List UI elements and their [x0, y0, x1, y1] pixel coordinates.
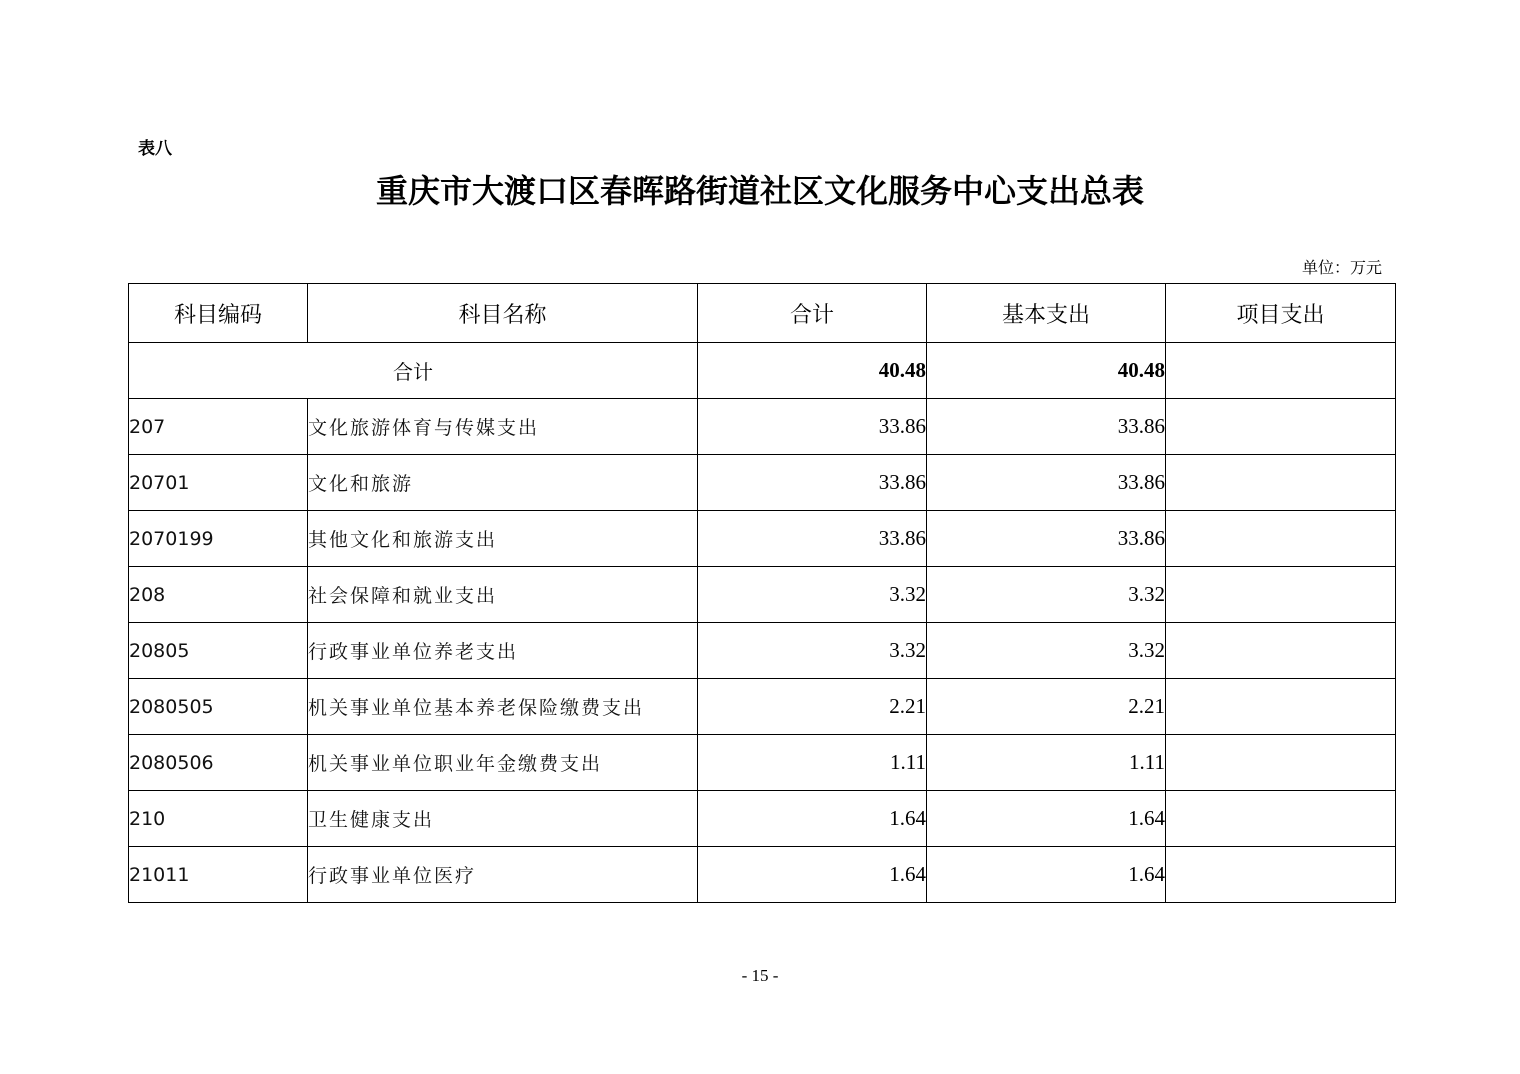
- row-basic: 1.64: [927, 791, 1166, 847]
- row-name: 其他文化和旅游支出: [308, 511, 698, 567]
- header-total: 合计: [698, 284, 927, 343]
- table-row: [129, 623, 1396, 679]
- row-name: 机关事业单位职业年金缴费支出: [308, 735, 698, 791]
- row-code: 207: [129, 399, 308, 455]
- row-code: 2080505: [129, 679, 308, 735]
- total-row-total: 40.48: [698, 343, 927, 399]
- row-basic: 2.21: [927, 679, 1166, 735]
- total-row-label: 合计: [129, 343, 698, 399]
- row-total: 33.86: [698, 455, 927, 511]
- table-row: [129, 791, 1396, 847]
- row-basic: 33.86: [927, 399, 1166, 455]
- row-total: 1.11: [698, 735, 927, 791]
- page-number: - 15 -: [741, 966, 779, 985]
- row-project: [1166, 679, 1396, 735]
- row-basic: 33.86: [927, 455, 1166, 511]
- row-name: 文化和旅游: [308, 455, 698, 511]
- row-basic: 1.11: [927, 735, 1166, 791]
- header-name: 科目名称: [308, 284, 698, 343]
- row-code: 2070199: [129, 511, 308, 567]
- row-name: 机关事业单位基本养老保险缴费支出: [308, 679, 698, 735]
- row-basic: 1.64: [927, 847, 1166, 903]
- row-total: 33.86: [698, 399, 927, 455]
- unit-note: 单位：万元: [1301, 258, 1382, 277]
- row-code: 20701: [129, 455, 308, 511]
- total-row-project: [1166, 343, 1396, 399]
- row-project: [1166, 567, 1396, 623]
- table-row: [129, 455, 1396, 511]
- row-basic: 33.86: [927, 511, 1166, 567]
- row-project: [1166, 735, 1396, 791]
- row-total: 1.64: [698, 847, 927, 903]
- row-total: 3.32: [698, 623, 927, 679]
- total-row: [129, 343, 1396, 399]
- table-number-label: 表八: [138, 139, 172, 159]
- row-code: 210: [129, 791, 308, 847]
- row-name: 行政事业单位养老支出: [308, 623, 698, 679]
- row-name: 卫生健康支出: [308, 791, 698, 847]
- table-header-row: [129, 284, 1396, 343]
- row-name: 行政事业单位医疗: [308, 847, 698, 903]
- header-project: 项目支出: [1166, 284, 1396, 343]
- row-total: 1.64: [698, 791, 927, 847]
- row-code: 20805: [129, 623, 308, 679]
- row-code: 21011: [129, 847, 308, 903]
- table-row: [129, 511, 1396, 567]
- row-total: 2.21: [698, 679, 927, 735]
- row-name: 文化旅游体育与传媒支出: [308, 399, 698, 455]
- row-project: [1166, 455, 1396, 511]
- table-row: [129, 567, 1396, 623]
- table-row: [129, 735, 1396, 791]
- table-row: [129, 679, 1396, 735]
- expense-table: [128, 283, 1396, 903]
- row-code: 2080506: [129, 735, 308, 791]
- row-project: [1166, 791, 1396, 847]
- header-basic: 基本支出: [927, 284, 1166, 343]
- table-row: [129, 847, 1396, 903]
- row-code: 208: [129, 567, 308, 623]
- page-title: 重庆市大渡口区春晖路街道社区文化服务中心支出总表: [375, 172, 1144, 210]
- row-name: 社会保障和就业支出: [308, 567, 698, 623]
- total-row-basic: 40.48: [927, 343, 1166, 399]
- row-project: [1166, 623, 1396, 679]
- header-code: 科目编码: [129, 284, 308, 343]
- row-project: [1166, 399, 1396, 455]
- row-basic: 3.32: [927, 623, 1166, 679]
- row-basic: 3.32: [927, 567, 1166, 623]
- row-project: [1166, 511, 1396, 567]
- row-total: 33.86: [698, 511, 927, 567]
- row-project: [1166, 847, 1396, 903]
- table-row: [129, 399, 1396, 455]
- row-total: 3.32: [698, 567, 927, 623]
